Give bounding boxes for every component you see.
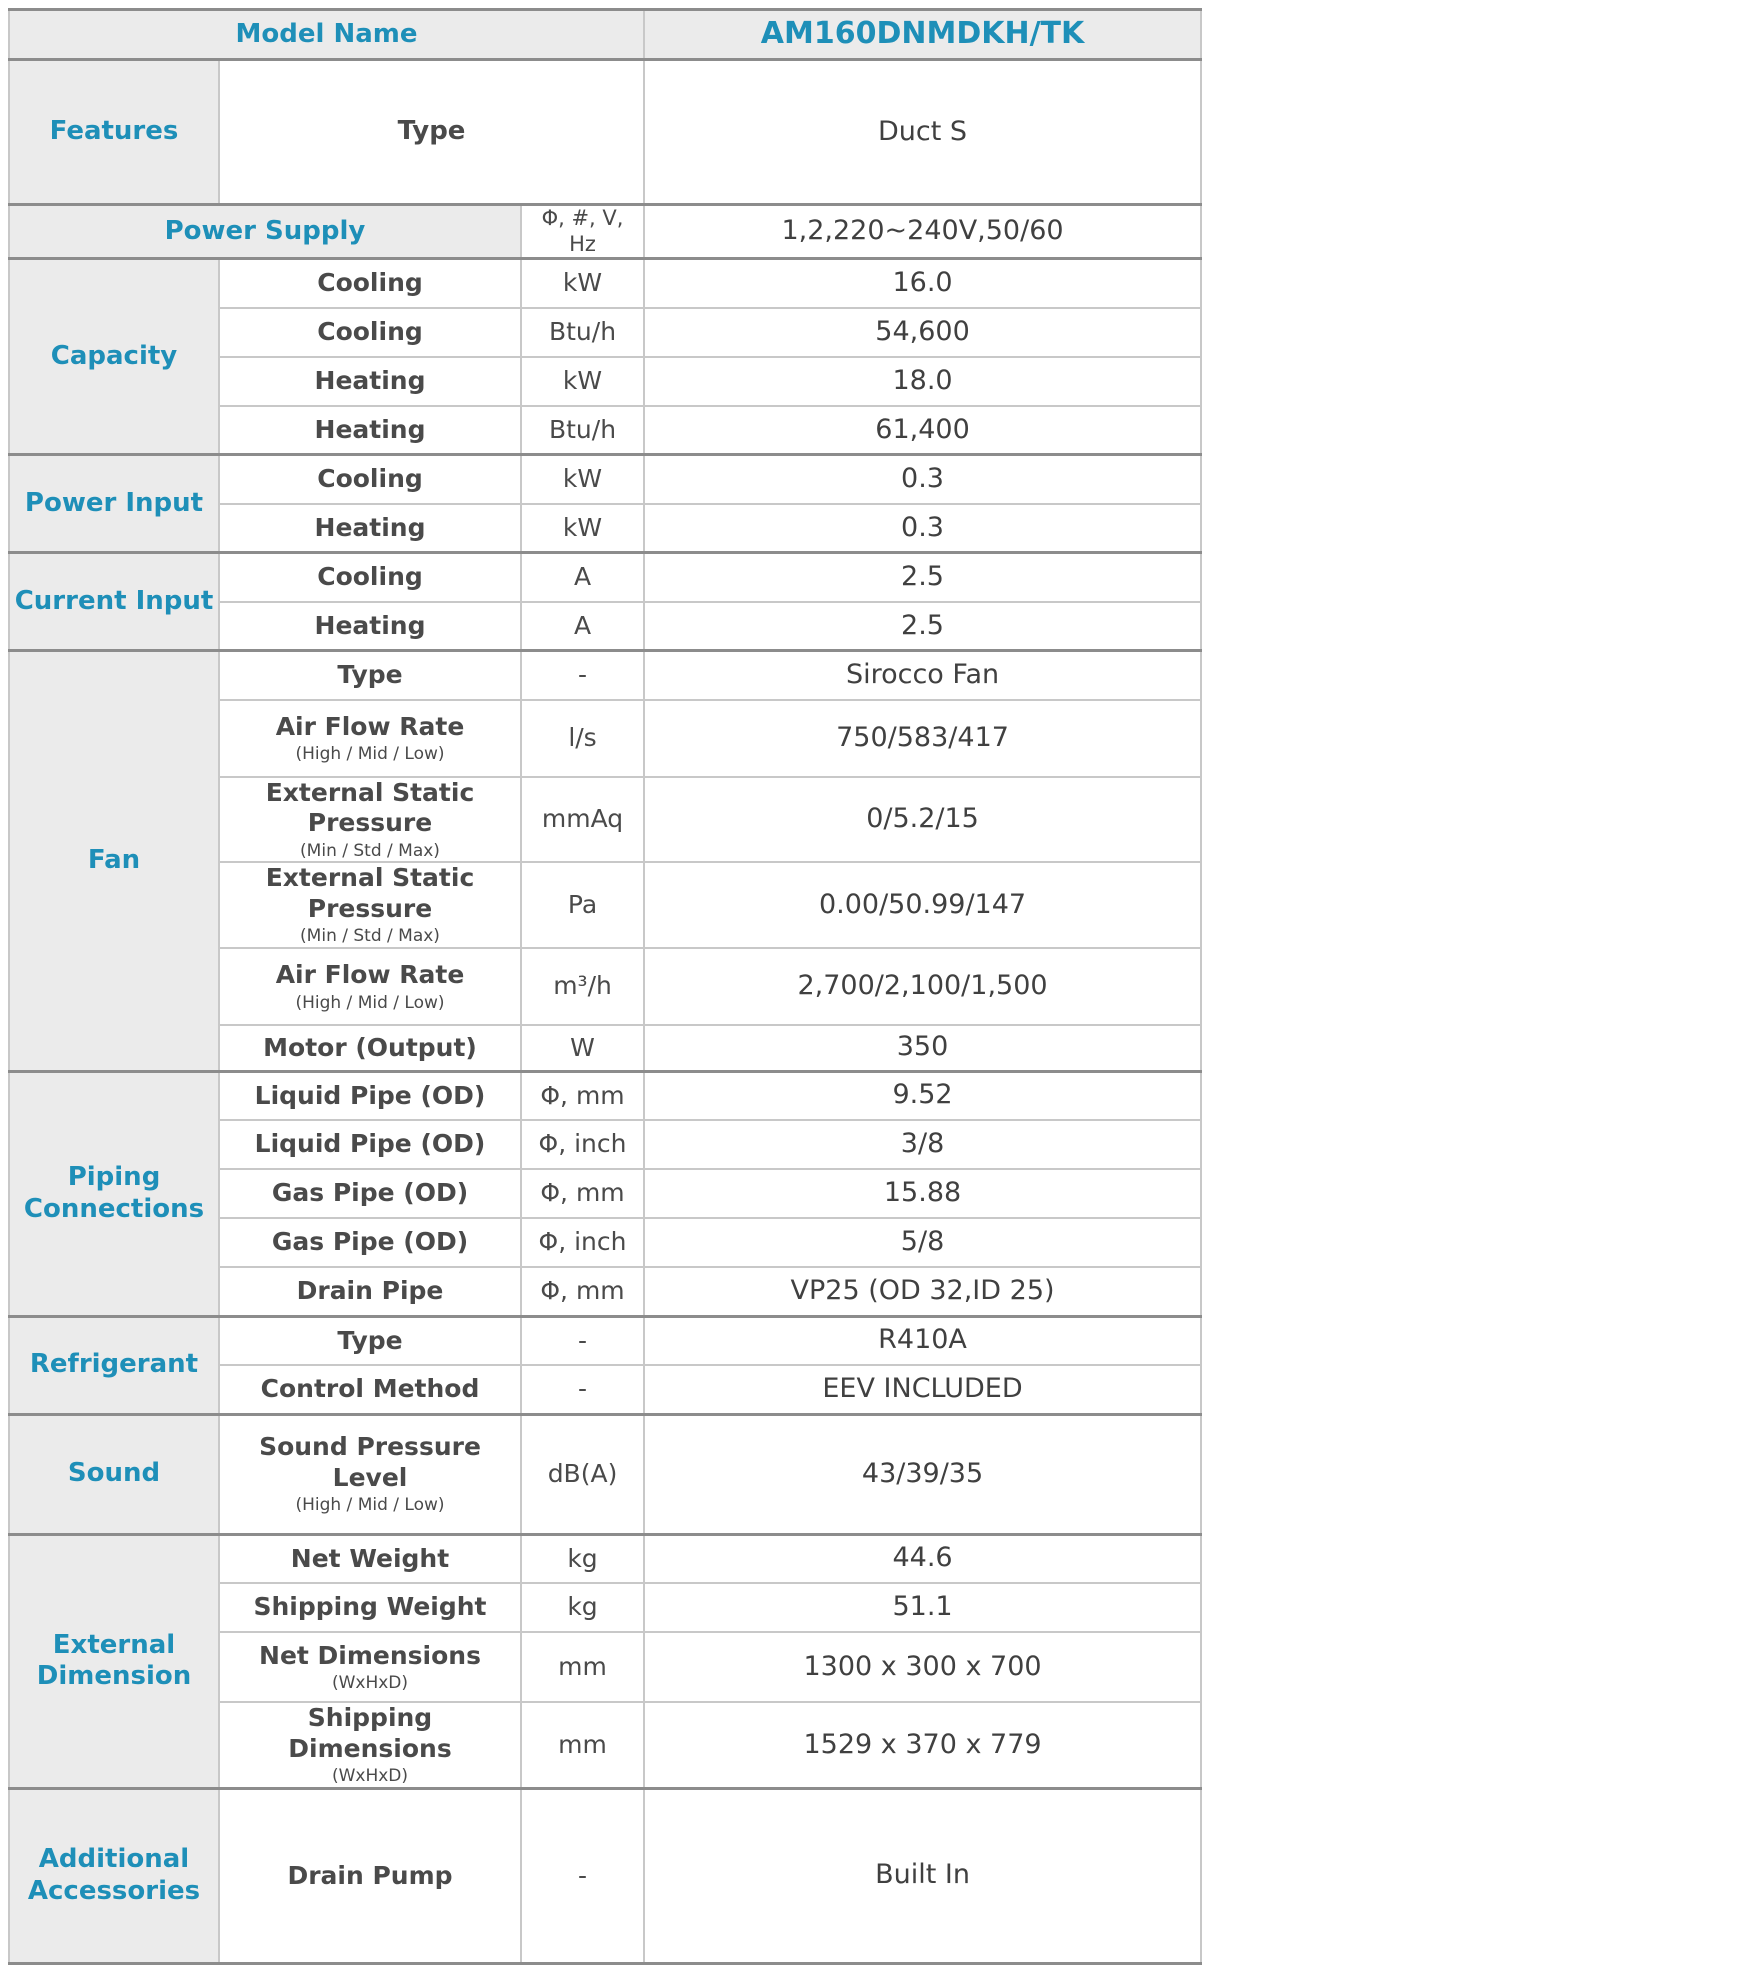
row-unit: A bbox=[521, 553, 644, 602]
row-item-label: Net Dimensions bbox=[259, 1640, 481, 1670]
row-item bbox=[219, 1702, 521, 1788]
capacity-category: Capacity bbox=[9, 259, 219, 455]
row-item bbox=[219, 948, 521, 1025]
row-item-sub: (WxHxD) bbox=[331, 1766, 409, 1787]
additional-accessories-line2: Accessories bbox=[27, 1875, 201, 1906]
row-value: 18.0 bbox=[644, 357, 1201, 406]
row-item-sub: (High / Mid / Low) bbox=[295, 992, 445, 1013]
row-item bbox=[219, 862, 521, 948]
row-item-label: External Static Pressure bbox=[265, 777, 475, 838]
row-item-sub: (High / Mid / Low) bbox=[295, 1495, 445, 1516]
row-item-sub: (Min / Std / Max) bbox=[300, 926, 440, 947]
row-item: Cooling bbox=[219, 308, 521, 357]
row-value: Built In bbox=[644, 1788, 1201, 1963]
row-unit: Btu/h bbox=[521, 308, 644, 357]
external-dimension-line2: Dimension bbox=[36, 1661, 192, 1692]
row-item: Control Method bbox=[219, 1365, 521, 1414]
additional-accessories-category bbox=[9, 1788, 219, 1963]
row-item: Drain Pump bbox=[219, 1788, 521, 1963]
table-row bbox=[9, 1534, 1201, 1583]
row-unit: kW bbox=[521, 455, 644, 504]
row-value: 2.5 bbox=[644, 553, 1201, 602]
row-unit: Btu/h bbox=[521, 406, 644, 455]
row-item-label: External Static Pressure bbox=[265, 863, 475, 923]
row-item-label: Air Flow Rate bbox=[275, 711, 465, 741]
features-type-label: Type bbox=[219, 60, 644, 205]
row-value: 44.6 bbox=[644, 1534, 1201, 1583]
row-value: 750/583/417 bbox=[644, 700, 1201, 777]
row-item: Liquid Pipe (OD) bbox=[219, 1071, 521, 1120]
row-value: 1300 x 300 x 700 bbox=[644, 1632, 1201, 1702]
table-row bbox=[9, 259, 1201, 308]
row-value: 350 bbox=[644, 1025, 1201, 1071]
row-item: Cooling bbox=[219, 455, 521, 504]
model-name-value: AM160DNMDKH/TK bbox=[644, 10, 1201, 60]
row-item: Liquid Pipe (OD) bbox=[219, 1120, 521, 1169]
row-unit: - bbox=[521, 1788, 644, 1963]
row-unit: mm bbox=[521, 1632, 644, 1702]
power-supply-row bbox=[9, 205, 1201, 259]
row-unit: kW bbox=[521, 504, 644, 553]
row-value: 16.0 bbox=[644, 259, 1201, 308]
fan-category: Fan bbox=[9, 651, 219, 1071]
row-value: 5/8 bbox=[644, 1218, 1201, 1267]
row-item-sub: (WxHxD) bbox=[331, 1673, 409, 1694]
row-item: Type bbox=[219, 651, 521, 700]
sound-category: Sound bbox=[9, 1414, 219, 1534]
row-value: 3/8 bbox=[644, 1120, 1201, 1169]
power-supply-value: 1,2,220~240V,50/60 bbox=[644, 205, 1201, 259]
table-row bbox=[9, 1071, 1201, 1120]
row-value: 15.88 bbox=[644, 1169, 1201, 1218]
refrigerant-category: Refrigerant bbox=[9, 1316, 219, 1414]
row-unit: Φ, inch bbox=[521, 1218, 644, 1267]
features-type-value: Duct S bbox=[644, 60, 1201, 205]
row-value: EEV INCLUDED bbox=[644, 1365, 1201, 1414]
row-item-label: Air Flow Rate bbox=[275, 960, 465, 990]
row-item bbox=[219, 777, 521, 863]
row-unit: kW bbox=[521, 259, 644, 308]
row-value: 9.52 bbox=[644, 1071, 1201, 1120]
table-row bbox=[9, 1316, 1201, 1365]
row-value: 0.3 bbox=[644, 504, 1201, 553]
row-unit: kW bbox=[521, 357, 644, 406]
row-value: 51.1 bbox=[644, 1583, 1201, 1632]
row-value: 2,700/2,100/1,500 bbox=[644, 948, 1201, 1025]
row-value: Sirocco Fan bbox=[644, 651, 1201, 700]
row-item: Heating bbox=[219, 504, 521, 553]
features-row bbox=[9, 60, 1201, 205]
row-value: 1529 x 370 x 779 bbox=[644, 1702, 1201, 1788]
row-unit: kg bbox=[521, 1534, 644, 1583]
power-supply-unit: Φ, #, V, Hz bbox=[521, 205, 644, 259]
table-row bbox=[9, 651, 1201, 700]
row-item: Heating bbox=[219, 406, 521, 455]
row-item: Motor (Output) bbox=[219, 1025, 521, 1071]
row-item: Shipping Weight bbox=[219, 1583, 521, 1632]
row-item bbox=[219, 700, 521, 777]
row-value: 0/5.2/15 bbox=[644, 777, 1201, 863]
row-item: Type bbox=[219, 1316, 521, 1365]
row-unit: - bbox=[521, 1365, 644, 1414]
row-unit: dB(A) bbox=[521, 1414, 644, 1534]
row-item-sub: (Min / Std / Max) bbox=[300, 840, 440, 861]
row-item bbox=[219, 1632, 521, 1702]
row-item: Cooling bbox=[219, 553, 521, 602]
table-row bbox=[9, 1414, 1201, 1534]
row-value: 0.00/50.99/147 bbox=[644, 862, 1201, 948]
power-input-category: Power Input bbox=[9, 455, 219, 553]
row-value: 61,400 bbox=[644, 406, 1201, 455]
header-row bbox=[9, 10, 1201, 60]
spec-table bbox=[8, 8, 1202, 1965]
row-item bbox=[219, 1414, 521, 1534]
row-item: Gas Pipe (OD) bbox=[219, 1218, 521, 1267]
row-value: 0.3 bbox=[644, 455, 1201, 504]
row-unit: - bbox=[521, 1316, 644, 1365]
table-row bbox=[9, 553, 1201, 602]
row-unit: kg bbox=[521, 1583, 644, 1632]
external-dimension-category bbox=[9, 1534, 219, 1788]
row-unit: Φ, mm bbox=[521, 1071, 644, 1120]
row-item: Cooling bbox=[219, 259, 521, 308]
row-unit: Pa bbox=[521, 862, 644, 948]
row-item-label: Shipping Dimensions bbox=[288, 1703, 452, 1763]
row-unit: A bbox=[521, 602, 644, 651]
row-unit: Φ, mm bbox=[521, 1267, 644, 1316]
row-unit: Φ, mm bbox=[521, 1169, 644, 1218]
row-unit: m³/h bbox=[521, 948, 644, 1025]
piping-category bbox=[9, 1071, 219, 1316]
row-unit: - bbox=[521, 651, 644, 700]
features-category: Features bbox=[9, 60, 219, 205]
row-item: Drain Pipe bbox=[219, 1267, 521, 1316]
table-row bbox=[9, 455, 1201, 504]
row-item: Gas Pipe (OD) bbox=[219, 1169, 521, 1218]
row-value: 2.5 bbox=[644, 602, 1201, 651]
piping-category-line1: Piping bbox=[67, 1161, 161, 1192]
piping-category-line2: Connections bbox=[23, 1193, 205, 1224]
row-value: R410A bbox=[644, 1316, 1201, 1365]
external-dimension-line1: External bbox=[52, 1629, 176, 1660]
row-value: VP25 (OD 32,ID 25) bbox=[644, 1267, 1201, 1316]
current-input-category: Current Input bbox=[9, 553, 219, 651]
row-unit: l/s bbox=[521, 700, 644, 777]
model-name-label: Model Name bbox=[9, 10, 644, 60]
row-unit: mmAq bbox=[521, 777, 644, 863]
row-item: Heating bbox=[219, 357, 521, 406]
additional-accessories-line1: Additional bbox=[38, 1844, 190, 1875]
row-unit: mm bbox=[521, 1702, 644, 1788]
row-item: Heating bbox=[219, 602, 521, 651]
row-value: 54,600 bbox=[644, 308, 1201, 357]
row-value: 43/39/35 bbox=[644, 1414, 1201, 1534]
row-item-sub: (High / Mid / Low) bbox=[295, 744, 445, 765]
row-item: Net Weight bbox=[219, 1534, 521, 1583]
power-supply-category: Power Supply bbox=[9, 205, 521, 259]
table-row bbox=[9, 1788, 1201, 1963]
row-unit: W bbox=[521, 1025, 644, 1071]
row-item-label: Sound Pressure Level bbox=[259, 1432, 481, 1492]
row-unit: Φ, inch bbox=[521, 1120, 644, 1169]
